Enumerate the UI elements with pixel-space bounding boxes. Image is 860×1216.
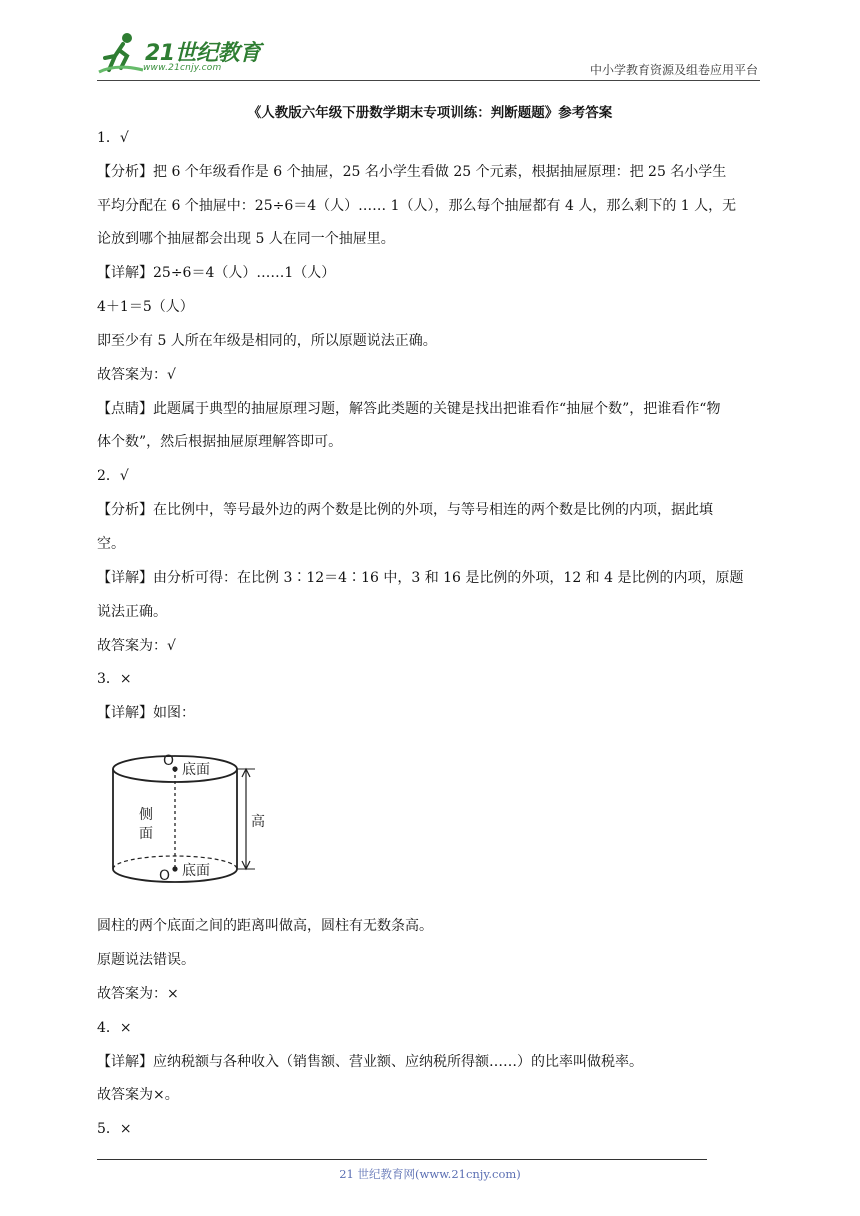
answer-line: 空。 [97,536,125,552]
answer-line: 平均分配在 6 个抽屉中：25÷6＝4（人）…… 1（人），那么每个抽屉都有 4 人，那么剩下的 1 人，无 [97,198,737,214]
top-base-label: 底面 [182,762,210,778]
answer-line: 4．× [97,1020,132,1036]
answer-line: 3．× [97,671,132,687]
answer-line: 故答案为：√ [97,638,176,654]
cylinder-figure [103,742,283,892]
answer-line: 【详解】应纳税额与各种收入（销售额、营业额、应纳税所得额……）的比率叫做税率。 [97,1054,643,1070]
answer-line: 圆柱的两个底面之间的距离叫做高，圆柱有无数条高。 [97,918,433,934]
header-divider [97,80,760,81]
runner-logo-icon [97,30,145,76]
answer-line: 【分析】在比例中，等号最外边的两个数是比例的外项，与等号相连的两个数是比例的内项，据此填 [97,502,713,518]
answer-line: 【详解】25÷6＝4（人）……1（人） [97,265,336,281]
answer-line: 4＋1＝5（人） [97,299,194,315]
answer-line: 【点睛】此题属于典型的抽屉原理习题，解答此类题的关键是找出把谁看作“抽屉个数”，把谁看作“物 [97,401,721,417]
answer-line: 说法正确。 [97,604,167,620]
answer-line: 【详解】由分析可得：在比例 3∶12＝4∶16 中，3 和 16 是比例的外项，12 和 4 是比例的内项，原题 [97,570,744,586]
footer-divider [97,1159,707,1160]
logo-url: www.21cnjy.com [143,63,222,73]
side-face-label-1: 侧 [139,807,153,823]
answer-line: 故答案为×。 [97,1087,179,1103]
side-face-label-2: 面 [139,826,153,842]
bottom-base-label: 底面 [182,863,210,879]
top-center-label: O [163,753,175,769]
answer-line: 论放到哪个抽屉都会出现 5 人在同一个抽屉里。 [97,231,395,247]
answer-line: 原题说法错误。 [97,952,195,968]
answer-line: 【详解】如图： [97,705,195,721]
answer-line: 5．× [97,1121,132,1137]
page-header [97,30,760,80]
answer-line: 2．√ [97,468,129,484]
answer-line: 【分析】把 6 个年级看作是 6 个抽屉，25 名小学生看做 25 个元素，根据抽屉原理：把 25 名小学生 [97,164,727,180]
answer-line: 故答案为：√ [97,367,176,383]
answer-line: 即至少有 5 人所在年级是相同的，所以原题说法正确。 [97,333,437,349]
site-logo [97,30,267,78]
bottom-center-label: O [159,868,171,884]
answer-line: 故答案为：× [97,986,179,1002]
answer-line: 体个数”，然后根据抽屉原理解答即可。 [97,434,343,450]
page-footer: 21 世纪教育网(www.21cnjy.com) [339,1167,521,1181]
page-title: 《人教版六年级下册数学期末专项训练：判断题题》参考答案 [247,105,613,121]
header-tagline: 中小学教育资源及组卷应用平台 [589,63,758,77]
logo-text: 21世纪教育 [145,41,261,66]
answer-line: 1．√ [97,130,129,146]
height-label: 高 [251,814,265,830]
